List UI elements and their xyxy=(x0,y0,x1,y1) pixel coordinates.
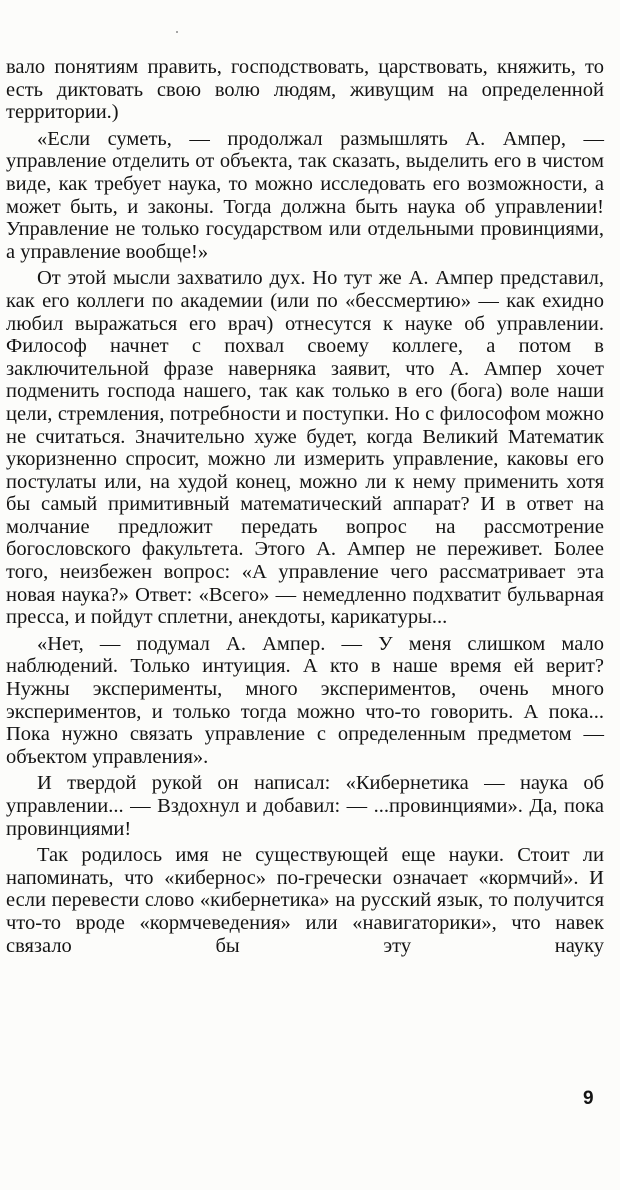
paragraph-3: От этой мысли захватило дух. Но тут же А. Ампер представил, как его коллеги по академии (или по «бессмертию» — как ехидно любил выражаться его врач) отнесутся к науке об управлении. Философ начнет с похвал своему коллеге, а потом в заключительной фразе наверняка заявит, что А. Ампер хочет подменить господа нашего, так как только в его (бога) воле наши цели, стремления, потребности и поступки. Но с философом можно не считаться. Значительно хуже будет, когда Великий Математик укоризненно спросит, можно ли измерить управление, каковы его постулаты или, на худой конец, можно ли к нему применить хотя бы самый примитивный математический аппарат? И в ответ на молчание предложит передать вопрос на рассмотрение богословского факультета. Этого А. Ампер не переживет. Более того, неизбежен вопрос: «А управление чего рассматривает эта новая наука?» Ответ: «Всего» — немедленно подхватит бульварная пресса, и пойдут сплетни, анекдоты, карикатуры... xyxy=(6,267,604,629)
paragraph-1: вало понятиям править, господствовать, царствовать, княжить, то есть диктовать свою волю людям, живущим на определенной территории.) xyxy=(6,56,604,124)
paragraph-6: Так родилось имя не существующей еще науки. Стоит ли напоминать, что «кибернос» по-гречески означает «кормчий». И если перевести слово «кибернетика» на русский язык, то получится что-то вроде «кормчеведения» или «навигаторики», что навек связало бы эту науку xyxy=(6,844,604,957)
paragraph-5: И твердой рукой он написал: «Кибернетика — наука об управлении... — Вздохнул и добавил: — ...провинциями». Да, пока провинциями! xyxy=(6,772,604,840)
print-speck xyxy=(176,31,178,33)
page-number: 9 xyxy=(583,1088,594,1109)
body-text xyxy=(6,56,604,961)
paragraph-2: «Если суметь, — продолжал размышлять А. Ампер, — управление отделить от объекта, так сказать, выделить его в чистом виде, как требует наука, то можно исследовать его возможности, а может быть, и законы. Тогда должна быть наука об управлении! Управление не только государством или отдельными провинциями, а управление вообще!» xyxy=(6,127,604,263)
paragraph-4: «Нет, — подумал А. Ампер. — У меня слишком мало наблюдений. Только интуиция. А кто в наше время ей верит? Нужны эксперименты, много экспериментов, очень много экспериментов, и только тогда можно что-то говорить. А пока... Пока нужно связать управление с определенным предметом — объектом управления». xyxy=(6,632,604,768)
